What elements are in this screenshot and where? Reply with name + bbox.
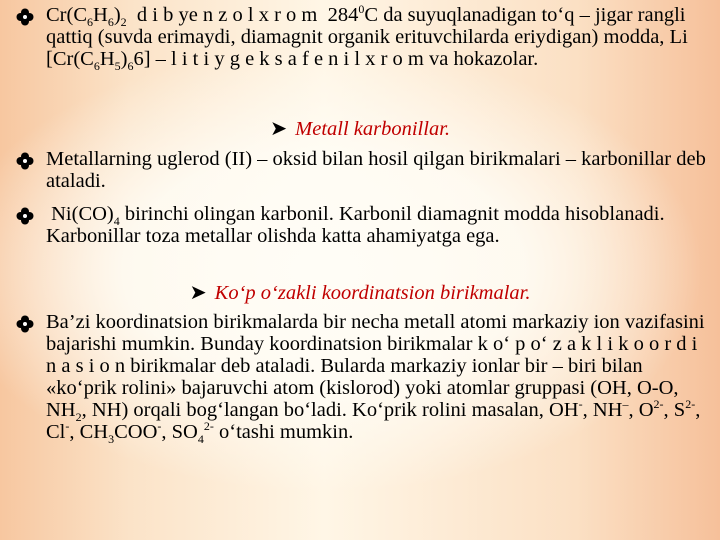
heading-text: Metall karbonillar. bbox=[295, 118, 451, 140]
text: C da suyuqlanadigan to‘q – jigar rangli qattiq (suvda erimaydi, diamagnit organik erituvchilarda eriydigan) modda, Li [Cr(C bbox=[46, 4, 688, 70]
text: Metallarning uglerod (II) – oksid bilan hosil qilgan birikmalari – karbonillar deb ataladi. bbox=[46, 148, 706, 192]
superscript: 2- bbox=[685, 397, 696, 412]
diamond-clover-bullet-icon bbox=[16, 314, 34, 334]
superscript: - bbox=[157, 419, 162, 434]
text: COO bbox=[114, 421, 158, 443]
subscript: 3 bbox=[108, 432, 115, 447]
text: ) bbox=[113, 4, 121, 26]
text: , CH bbox=[69, 421, 109, 443]
subscript: 5 bbox=[114, 59, 121, 74]
superscript: 2- bbox=[653, 397, 664, 412]
text: birinchi olingan karbonil. Karbonil diamagnit modda hisoblanadi. Karbonillar toza metallar olishda katta ahamiyatga ega. bbox=[46, 203, 665, 247]
superscript: – bbox=[622, 397, 629, 412]
diamond-clover-bullet-icon bbox=[16, 151, 34, 171]
paragraph-nickel-carbonyl bbox=[8, 203, 706, 247]
text: , NH) orqali bog‘langan bo‘ladi. Ko‘prik rolini masalan, OH bbox=[81, 399, 579, 421]
paragraph-dibenzene-chromium bbox=[8, 2, 706, 74]
subscript: 6 bbox=[87, 15, 93, 30]
subscript: 4 bbox=[113, 214, 120, 229]
subscript: 2 bbox=[120, 15, 127, 30]
heading-text: Ko‘p o‘zakli koordinatsion birikmalar. bbox=[214, 282, 531, 304]
text: , Cl bbox=[46, 399, 701, 443]
text: , SO bbox=[161, 421, 198, 443]
diamond-clover-bullet-icon bbox=[16, 7, 34, 27]
text: H bbox=[99, 48, 115, 70]
text: o‘tashi mumkin. bbox=[213, 421, 354, 443]
arrow-bullet-icon: ➤ bbox=[189, 282, 207, 304]
text: Ba’zi koordinatsion birikmalarda bir necha metall atomi markaziy ion vazifasini bajarishi mumkin. Bunday koordinatsion birikmalar k o‘ p o‘ z a k l i k o o r d i n a s i o n birikmalar deb ataladi. Bularda markaziy ionlar bir – biri bilan «ko‘prik rolini» bajaruvchi atom (kislorod) yoki atomlar gruppasi (OH, O-O, NH bbox=[46, 311, 705, 421]
heading-polynuclear-complexes bbox=[0, 280, 720, 305]
subscript: 6 bbox=[107, 15, 114, 30]
superscript: - bbox=[578, 397, 583, 412]
subscript: 6 bbox=[93, 59, 100, 74]
paragraph-polynuclear-description bbox=[8, 311, 706, 447]
subscript: 2 bbox=[75, 410, 82, 425]
arrow-bullet-icon: ➤ bbox=[269, 118, 288, 140]
text: Cr(C bbox=[46, 4, 87, 26]
superscript: 2- bbox=[203, 419, 214, 434]
text: 6] – l i t i y g e k s a f e n i l x r o m va hokazolar. bbox=[133, 48, 539, 70]
text: H bbox=[93, 4, 108, 26]
text: ) bbox=[120, 48, 128, 70]
subscript: 6 bbox=[127, 59, 134, 74]
subscript: 4 bbox=[197, 432, 204, 447]
paragraph-carbonyls-definition bbox=[8, 148, 706, 192]
heading-metal-carbonyls bbox=[0, 116, 720, 141]
diamond-clover-bullet-icon bbox=[16, 206, 34, 226]
text: d i b ye n z o l x r o m 284 bbox=[126, 4, 359, 26]
text: Ni(CO) bbox=[46, 203, 114, 225]
superscript: 0 bbox=[358, 2, 365, 17]
text: , S bbox=[663, 399, 686, 421]
superscript: - bbox=[65, 419, 70, 434]
text: , NH bbox=[582, 399, 623, 421]
text: , O bbox=[628, 399, 654, 421]
